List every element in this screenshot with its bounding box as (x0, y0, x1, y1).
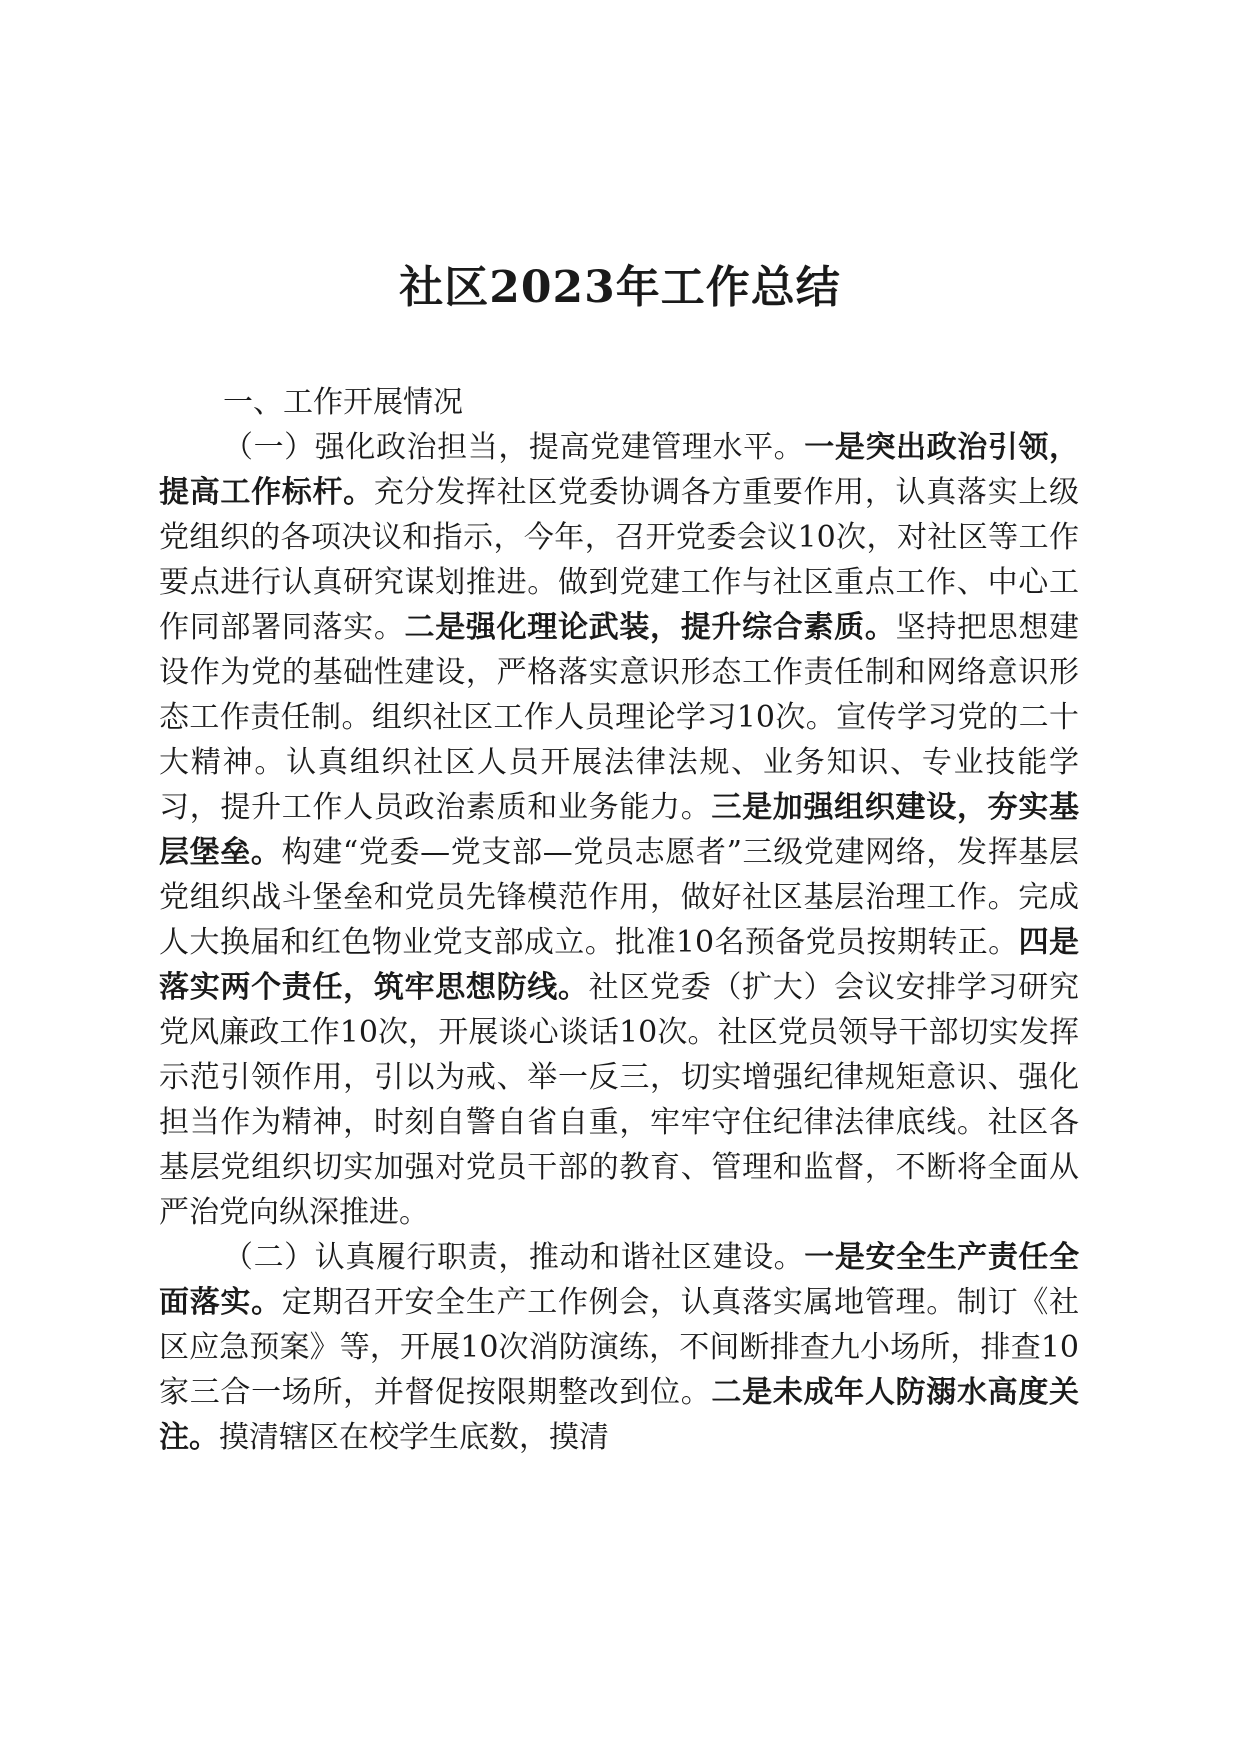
paragraph-lead: （一）强化政治担当，提高党建管理水平。 (223, 430, 805, 465)
point-heading: 二是未成年人防溺水高度关注。 (159, 1375, 1080, 1455)
point-text: 定期召开安全生产工作例会，认真落实属地管理。制订《社区应急预案》等，开展10次消防演练，不间断排查九小场所，排查10家三合一场所，并督促按限期整改到位。 (159, 1285, 1080, 1410)
point-text: 坚持把思想建设作为党的基础性建设，严格落实意识形态工作责任制和网络意识形态工作责任制。组织社区工作人员理论学习10次。宣传学习党的二十大精神。认真组织社区人员开展法律法规、业务知识、专业技能学习，提升工作人员政治素质和业务能力。 (159, 610, 1080, 825)
point-text: 充分发挥社区党委协调各方重要作用，认真落实上级党组织的各项决议和指示，今年，召开党委会议10次，对社区等工作要点进行认真研究谋划推进。做到党建工作与社区重点工作、中心工作同部署同落实。 (159, 475, 1079, 645)
paragraph-community-building (159, 1235, 1079, 1460)
paragraph-party-building (159, 425, 1079, 1235)
point-heading: 二是强化理论武装，提升综合素质。 (404, 610, 896, 645)
point-text: 摸清辖区在校学生底数，摸清 (219, 1420, 609, 1455)
point-text: 构建“党委—党支部—党员志愿者”三级党建网络，发挥基层党组织战斗堡垒和党员先锋模范作用，做好社区基层治理工作。完成人大换届和红色物业党支部成立。批准10名预备党员按期转正。 (159, 835, 1079, 960)
point-heading: 四是落实两个责任，筑牢思想防线。 (159, 925, 1079, 1005)
point-heading: 一是安全生产责任全面落实。 (159, 1240, 1080, 1320)
document-body (159, 380, 1079, 1460)
section-heading: 一、工作开展情况 (223, 385, 463, 420)
point-heading: 一是突出政治引领，提高工作标杆。 (159, 430, 1080, 510)
document-title: 社区2023年工作总结 (399, 262, 841, 313)
paragraph-lead: （二）认真履行职责，推动和谐社区建设。 (223, 1240, 805, 1275)
point-heading: 三是加强组织建设，夯实基层堡垒。 (159, 790, 1080, 870)
point-text: 社区党委（扩大）会议安排学习研究党风廉政工作10次，开展谈心谈话10次。社区党员领导干部切实发挥示范引领作用，引以为戒、举一反三，切实增强纪律规矩意识、强化担当作为精神，时刻自警自省自重，牢牢守住纪律法律底线。社区各基层党组织切实加强对党员干部的教育、管理和监督，不断将全面从严治党向纵深推进。 (159, 970, 1080, 1230)
